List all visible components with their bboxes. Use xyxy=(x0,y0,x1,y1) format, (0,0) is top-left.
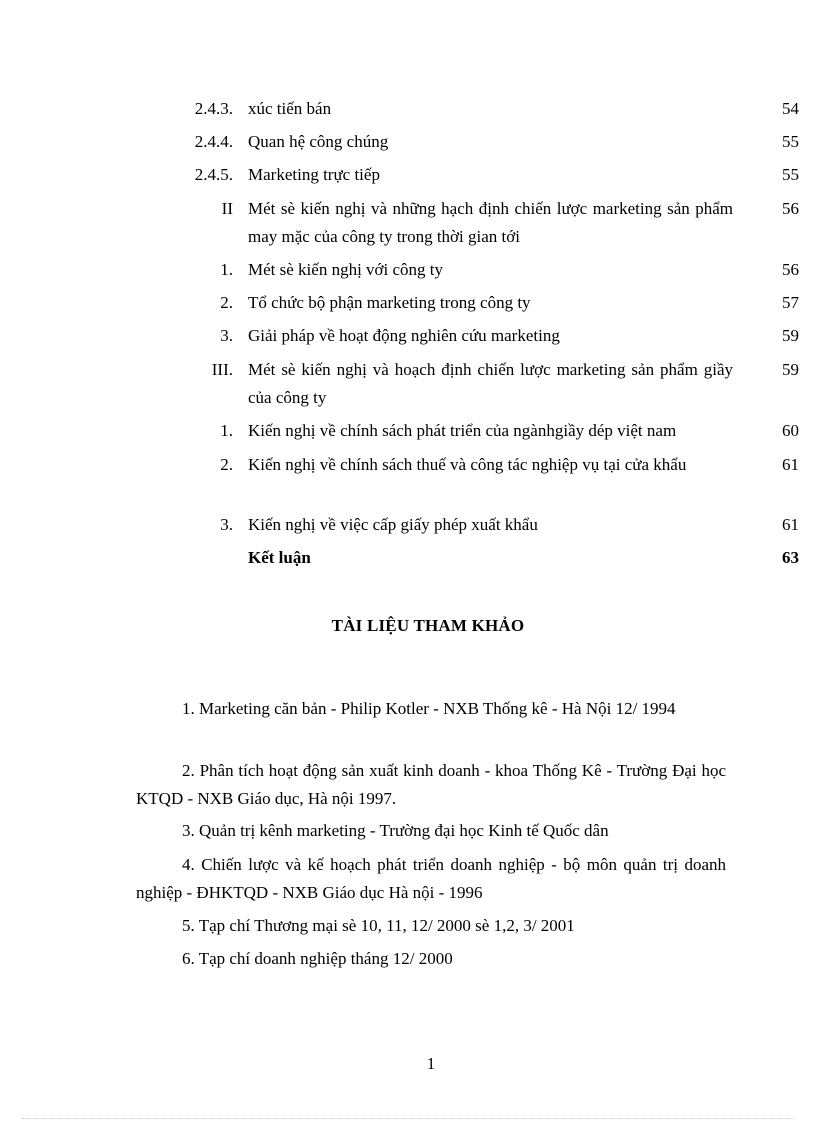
reference-item: 1. Marketing căn bản - Philip Kotler - NXB Thống kê - Hà Nội 12/ 1994 xyxy=(182,699,676,718)
toc-entry-number: 1. xyxy=(220,421,233,440)
reference-item: 5. Tạp chí Thương mại sè 10, 11, 12/ 2000 sè 1,2, 3/ 2001 xyxy=(182,916,575,935)
toc-entry-number: 3. xyxy=(220,326,233,345)
references-heading: TÀI LIỆU THAM KHẢO xyxy=(331,616,525,635)
toc-entry-title: Giải pháp về hoạt động nghiên cứu marketing xyxy=(248,326,560,345)
toc-entry-number: 2.4.3. xyxy=(194,99,233,118)
toc-entry-page: 59 xyxy=(782,360,799,379)
page-bottom-divider xyxy=(22,1118,794,1119)
toc-entry-number: 2. xyxy=(220,293,233,312)
toc-entry-title: Quan hệ công chúng xyxy=(248,132,389,151)
toc-entry-number: 2. xyxy=(220,455,233,474)
toc-entry-number: 2.4.5. xyxy=(194,165,233,184)
toc-entry-page: 55 xyxy=(782,165,799,184)
reference-item: 4. Chiến lược và kế hoạch phát triển doanh nghiệp - bộ môn quản trị doanh nghiệp - ĐHKTQD - NXB Giáo dục Hà nội - 1996 xyxy=(136,855,726,902)
toc-entry-number: 2.4.4. xyxy=(194,132,233,151)
toc-entry-title: Tổ chức bộ phận marketing trong công ty xyxy=(248,293,531,312)
toc-entry-page: 56 xyxy=(782,199,799,218)
toc-entry-page: 54 xyxy=(782,99,799,118)
reference-item: 2. Phân tích hoạt động sản xuất kinh doanh - khoa Thống Kê - Trường Đại học KTQD - NXB Giáo dục, Hà nội 1997. xyxy=(136,761,726,808)
page-number: 1 xyxy=(426,1054,436,1073)
toc-entry-page: 61 xyxy=(782,515,799,534)
reference-item: 3. Quản trị kênh marketing - Trường đại học Kinh tế Quốc dân xyxy=(182,821,609,840)
toc-entry-number: III. xyxy=(211,360,233,379)
toc-entry-number: II xyxy=(221,199,233,218)
toc-entry-title: Mét sè kiến nghị và hoạch định chiến lược marketing sản phẩm giầy của công ty xyxy=(248,360,733,407)
toc-entry-page: 59 xyxy=(782,326,799,345)
toc-entry-page: 55 xyxy=(782,132,799,151)
toc-entry-title: Kiến nghị về chính sách thuế và công tác nghiệp vụ tại cửa khẩu xyxy=(248,455,687,474)
toc-entry-title: Kết luận xyxy=(248,548,311,567)
toc-entry-number: 3. xyxy=(220,515,233,534)
toc-entry-title: Kiến nghị về chính sách phát triển của ngànhgiầy dép việt nam xyxy=(248,421,677,440)
toc-entry-page: 56 xyxy=(782,260,799,279)
toc-entry-page: 60 xyxy=(782,421,799,440)
toc-entry-page: 61 xyxy=(782,455,799,474)
toc-entry-title: xúc tiến bán xyxy=(248,99,332,118)
toc-entry-page: 57 xyxy=(782,293,799,312)
toc-entry-title: Mét sè kiến nghị và những hạch định chiến lược marketing sản phẩm may mặc của công ty trong thời gian tới xyxy=(248,199,733,246)
reference-item: 6. Tạp chí doanh nghiệp tháng 12/ 2000 xyxy=(182,949,453,968)
toc-entry-number: 1. xyxy=(220,260,233,279)
toc-entry-title: Marketing trực tiếp xyxy=(248,165,380,184)
toc-entry-page: 63 xyxy=(782,548,799,567)
toc-entry-title: Mét sè kiến nghị với công ty xyxy=(248,260,444,279)
toc-entry-title: Kiến nghị về việc cấp giấy phép xuất khẩu xyxy=(248,515,538,534)
